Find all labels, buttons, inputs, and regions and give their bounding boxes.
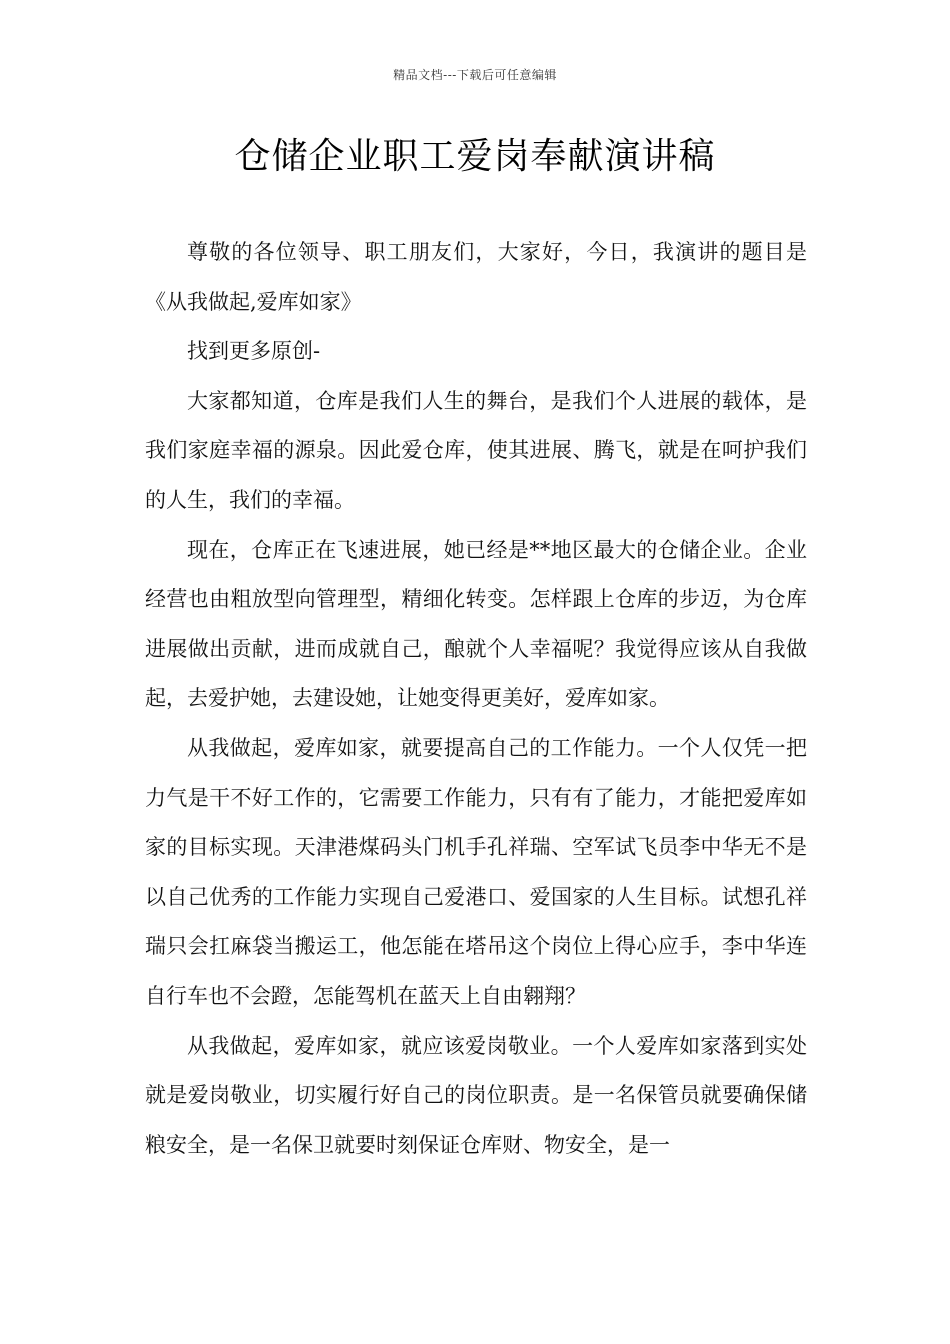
paragraph: 从我做起，爱库如家，就应该爱岗敬业。一个人爱库如家落到实处就是爱岗敬业，切实履行好自己的岗位职责。是一名保管员就要确保储粮安全，是一名保卫就要时刻保证仓库财、物安全，是一	[145, 1033, 807, 1157]
header-note: 精品文档---下载后可任意编辑	[393, 68, 557, 82]
document-title: 仓储企业职工爱岗奉献演讲稿	[234, 136, 716, 177]
paragraph: 从我做起，爱库如家，就要提高自己的工作能力。一个人仅凭一把力气是干不好工作的，它需要工作能力，只有有了能力，才能把爱库如家的目标实现。天津港煤码头门机手孔祥瑞、空军试飞员李中华无不是以自己优秀的工作能力实现自己爱港口、爱国家的人生目标。试想孔祥瑞只会扛麻袋当搬运工，他怎能在塔吊这个岗位上得心应手，李中华连自行车也不会蹬，怎能驾机在蓝天上自由翱翔？	[145, 735, 807, 1008]
paragraph: 现在，仓库正在飞速进展，她已经是**地区最大的仓储企业。企业经营也由粗放型向管理型，精细化转变。怎样跟上仓库的步迈，为仓库进展做出贡献，进而成就自己，酿就个人幸福呢？我觉得应该从自我做起，去爱护她，去建设她，让她变得更美好，爱库如家。	[145, 537, 807, 711]
document-body	[145, 228, 807, 1170]
paragraph: 大家都知道，仓库是我们人生的舞台，是我们个人进展的载体，是我们家庭幸福的源泉。因此爱仓库，使其进展、腾飞，就是在呵护我们的人生，我们的幸福。	[145, 388, 807, 512]
paragraph: 尊敬的各位领导、职工朋友们，大家好，今日，我演讲的题目是《从我做起,爱库如家》	[145, 240, 807, 314]
paragraph: 找到更多原创-	[187, 339, 321, 364]
